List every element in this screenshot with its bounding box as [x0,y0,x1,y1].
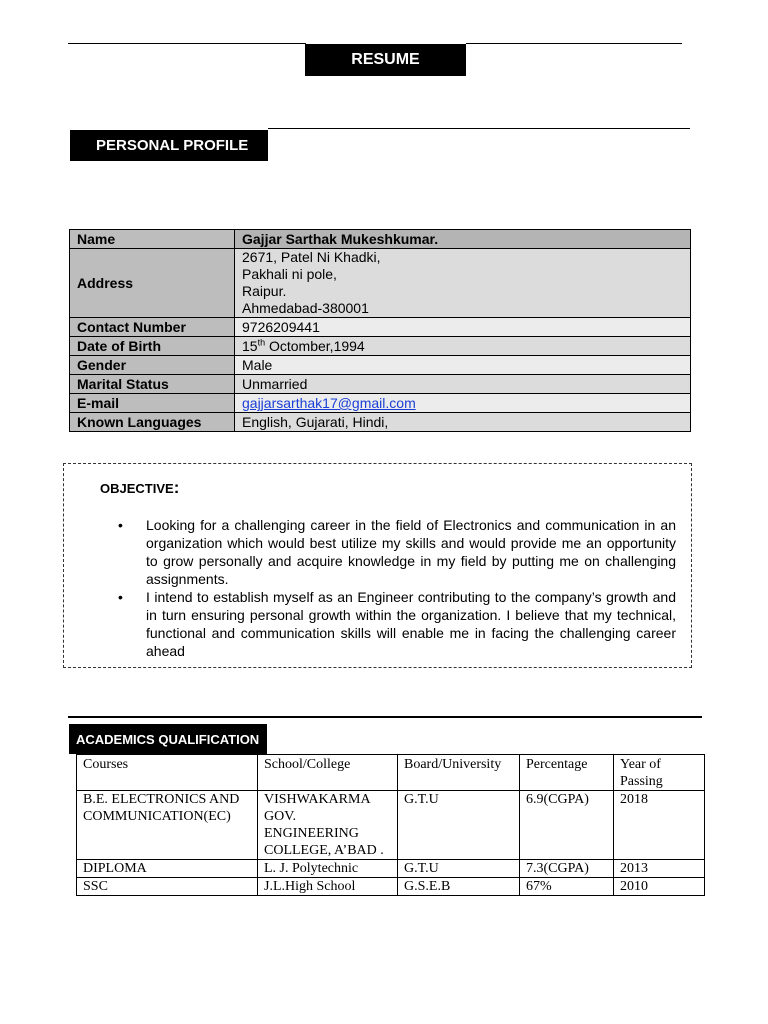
board-cell: G.T.U [398,791,520,860]
objective-colon: : [173,478,180,497]
address-line: 2671, Patel Ni Khadki, [242,249,381,265]
academics-heading: ACADEMICS QUALIFICATION [69,724,267,754]
table-row [70,249,691,318]
board-cell: G.T.U [398,860,520,878]
school-cell: J.L.High School [258,878,398,896]
marital-label: Marital Status [70,375,235,394]
table-row [70,356,691,375]
header-school: School/College [258,755,398,791]
school-cell: L. J. Polytechnic [258,860,398,878]
header-courses: Courses [77,755,258,791]
year-cell: 2018 [614,791,705,860]
address-label: Address [70,249,235,318]
name-value: Gajjar Sarthak Mukeshkumar. [235,230,691,249]
table-row [77,860,705,878]
address-line: Ahmedabad-380001 [242,300,369,316]
dob-suffix: th [257,337,266,348]
percentage-cell: 6.9(CGPA) [520,791,614,860]
dob-day: 15 [242,338,258,354]
table-row [77,791,705,860]
bullet-icon: • [118,517,123,533]
table-header-row [77,755,705,791]
objective-text: Looking for a challenging career in the field of Electronics and communication in an organization which would best utilize my skills and would provide me an opportunity to grow personally and acquire knowledge in my field by putting me on challenging assignments. [146,517,676,587]
objective-text: I intend to establish myself as an Engineer contributing to the company’s growth and in turn ensuring personal growth within the organization. I believe that my technical, functional and communication skills will enable me in facing the challenging career ahead [146,589,676,659]
table-row [70,337,691,356]
address-value [235,249,691,318]
table-row [77,878,705,896]
gender-value: Male [235,356,691,375]
percentage-cell: 67% [520,878,614,896]
objective-box [63,463,692,668]
list-item [104,516,676,588]
header-rule-left [68,43,306,44]
board-cell: G.S.E.B [398,878,520,896]
name-label: Name [70,230,235,249]
gender-label: Gender [70,356,235,375]
table-row [70,318,691,337]
year-cell: 2013 [614,860,705,878]
email-cell [235,394,691,413]
personal-profile-table [69,229,691,432]
course-cell: DIPLOMA [77,860,258,878]
header-board: Board/University [398,755,520,791]
table-row [70,413,691,432]
marital-value: Unmarried [235,375,691,394]
dob-label: Date of Birth [70,337,235,356]
table-row [70,375,691,394]
bullet-icon: • [118,589,123,605]
header-percentage: Percentage [520,755,614,791]
school-cell: VISHWAKARMA GOV. ENGINEERING COLLEGE, A’BAD . [258,791,398,860]
objective-heading [100,478,179,498]
table-row [70,394,691,413]
personal-profile-heading: PERSONAL PROFILE [70,130,268,161]
objective-title: OBJECTIVE [100,481,174,496]
table-row [70,230,691,249]
address-line: Raipur. [242,283,287,299]
address-line: Pakhali ni pole, [242,266,337,282]
email-label: E-mail [70,394,235,413]
resume-title: RESUME [305,44,466,76]
list-item [104,588,676,660]
course-cell: B.E. ELECTRONICS AND COMMUNICATION(EC) [77,791,258,860]
contact-value: 9726209441 [235,318,691,337]
profile-rule [268,128,690,129]
email-link[interactable]: gajjarsarthak17@gmail.com [242,395,416,411]
contact-label: Contact Number [70,318,235,337]
dob-rest: Octomber,1994 [265,338,365,354]
academics-rule [68,716,702,718]
languages-value: English, Gujarati, Hindi, [235,413,691,432]
academics-table [76,754,705,896]
header-year: Year of Passing [614,755,705,791]
header-rule-right [466,43,682,44]
languages-label: Known Languages [70,413,235,432]
objective-list [104,516,676,660]
dob-value [235,337,691,356]
course-cell: SSC [77,878,258,896]
percentage-cell: 7.3(CGPA) [520,860,614,878]
year-cell: 2010 [614,878,705,896]
